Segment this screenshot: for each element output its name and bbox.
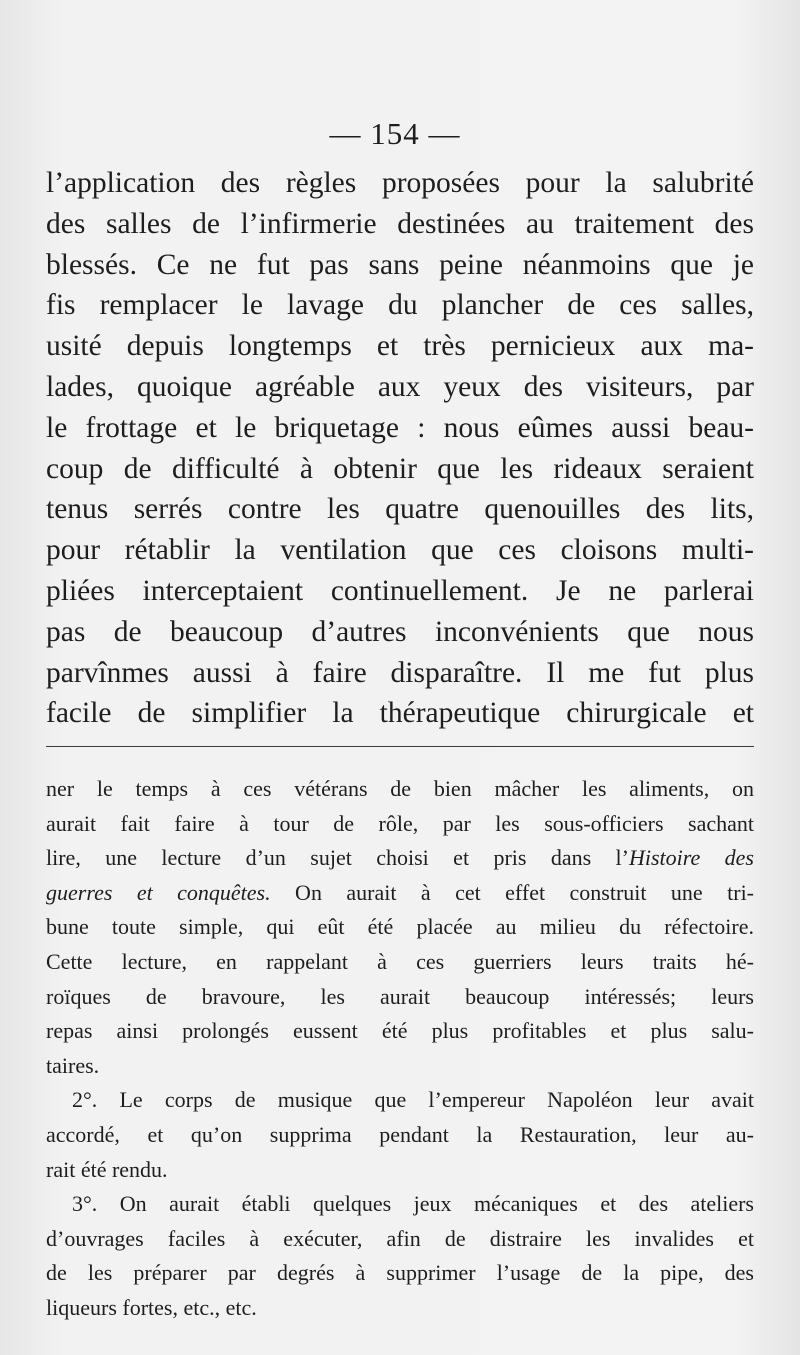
- footnote-line: [46, 841, 754, 876]
- book-title-italic: guerres et conquêtes.: [46, 879, 271, 905]
- text-line: usité depuis longtemps et très pernicieux aux ma-: [46, 330, 754, 363]
- text-line: pliées interceptaient continuellement. Je ne parlerai: [46, 574, 754, 607]
- text-line: pour rétablir la ventilation que ces cloisons multi-: [46, 534, 754, 567]
- footnote-line: [46, 876, 754, 911]
- text-line: parvînmes aussi à faire disparaître. Il me fut plus: [46, 656, 754, 689]
- text-line: fis remplacer le lavage du plancher de ces salles,: [46, 289, 754, 322]
- footnote-line: Cette lecture, en rappelant à ces guerriers leurs traits hé-: [46, 948, 754, 974]
- main-text-block: [46, 163, 754, 734]
- page-number: — 154 —: [329, 116, 461, 151]
- text-line: le frottage et le briquetage : nous eûmes aussi beau-: [46, 411, 754, 444]
- footnote-line: accordé, et qu’on supprima pendant la Restauration, leur au-: [46, 1121, 754, 1147]
- footnote-line: ner le temps à ces vétérans de bien mâcher les aliments, on: [46, 776, 754, 801]
- footnote-line: rait été rendu.: [46, 1156, 168, 1182]
- book-title-italic: Histoire des: [628, 845, 754, 871]
- footnote-text: lire, une lecture d’un sujet choisi et pris dans l’: [46, 845, 629, 871]
- footnote-item-3: 3°. On aurait établi quelques jeux mécaniques et des ateliers: [72, 1191, 754, 1217]
- text-line: lades, quoique agréable aux yeux des visiteurs, par: [46, 370, 754, 403]
- text-line: coup de difficulté à obtenir que les rideaux seraient: [46, 452, 754, 485]
- text-line: des salles de l’infirmerie destinées au traitement des: [46, 207, 754, 240]
- text-line: pas de beaucoup d’autres inconvénients que nous: [46, 615, 754, 648]
- footnote-line: taires.: [46, 1052, 100, 1078]
- text-line: l’application des règles proposées pour la salubrité: [46, 167, 754, 199]
- footnote-line: aurait fait faire à tour de rôle, par les sous-officiers sachant: [46, 810, 754, 836]
- footnote-divider: [46, 746, 754, 747]
- text-line: blessés. Ce ne fut pas sans peine néanmoins que je: [46, 248, 754, 281]
- footnote-line: repas ainsi prolongés eussent été plus profitables et plus salu-: [46, 1018, 754, 1044]
- footnote-item-2: 2°. Le corps de musique que l’empereur Napoléon leur avait: [72, 1087, 754, 1113]
- footnote-line: de les préparer par degrés à supprimer l’usage de la pipe, des: [46, 1260, 754, 1286]
- footnote-line: liqueurs fortes, etc., etc.: [46, 1294, 257, 1320]
- text-line: tenus serrés contre les quatre quenouilles des lits,: [46, 493, 754, 526]
- footnote-line: d’ouvrages faciles à exécuter, afin de distraire les invalides et: [46, 1225, 754, 1251]
- footnote-block: [46, 772, 754, 1326]
- text-line: facile de simplifier la thérapeutique chirurgicale et: [46, 697, 754, 730]
- footnote-line: roïques de bravoure, les aurait beaucoup intéressés; leurs: [46, 983, 754, 1009]
- footnote-line: bune toute simple, qui eût été placée au milieu du réfectoire.: [46, 914, 754, 940]
- footnote-text: On aurait à cet effet construit une tri-: [270, 879, 755, 905]
